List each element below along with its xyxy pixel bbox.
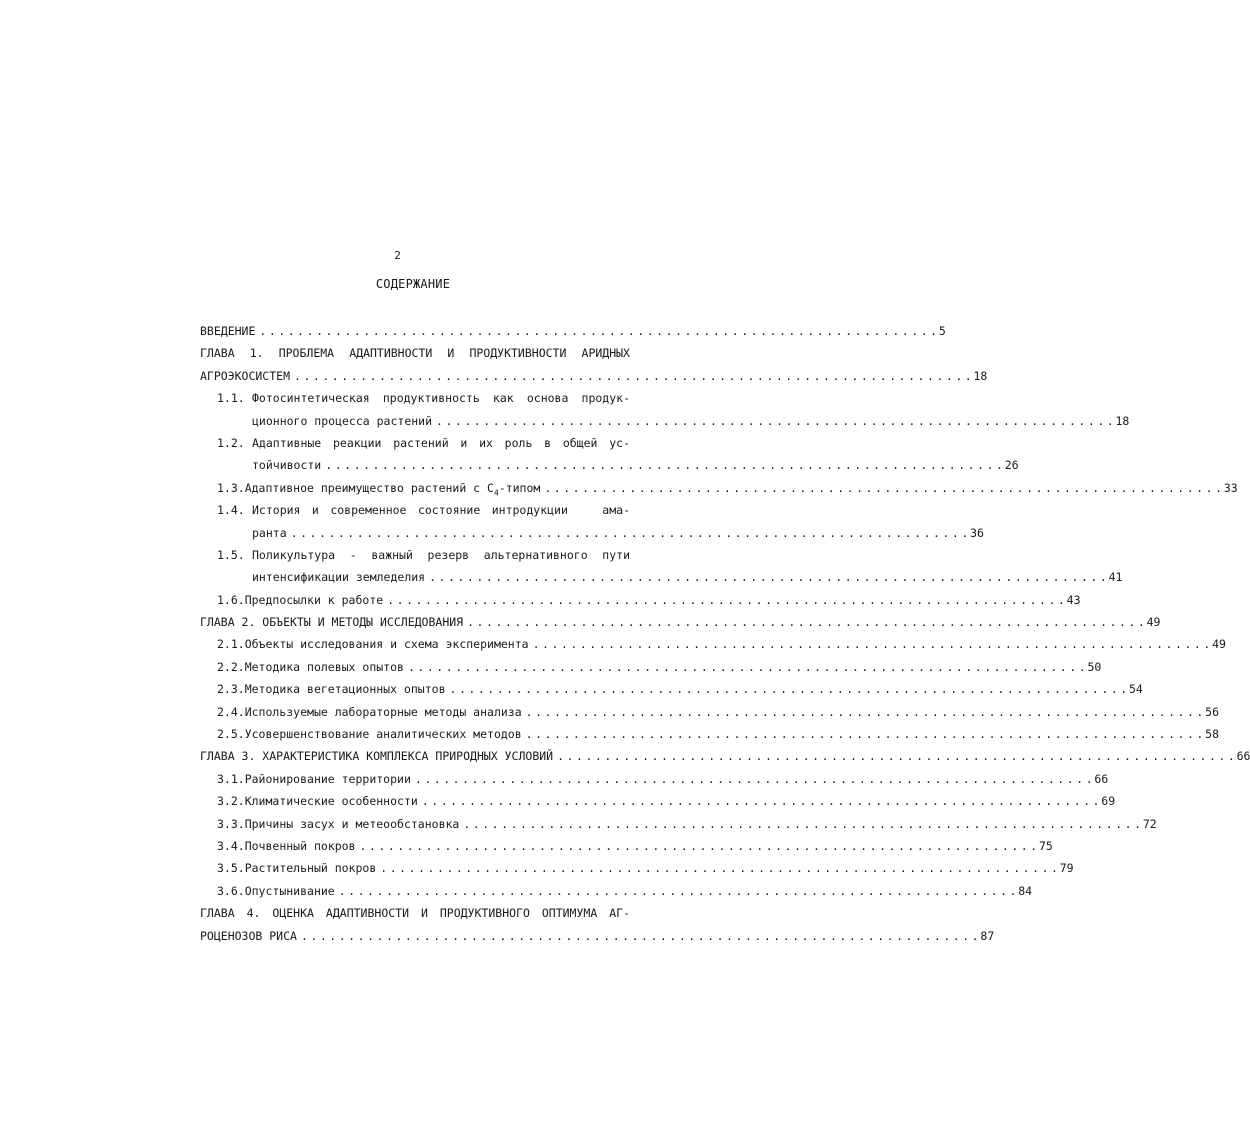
toc-section-3-2 [200, 790, 1116, 812]
toc-section-number: 3.2. [217, 794, 245, 809]
toc-section-number: 2.3. [217, 682, 245, 697]
toc-entry-title: РОЦЕНОЗОВ РИСА [200, 928, 297, 943]
toc-entry-page: 50 [1087, 659, 1102, 674]
toc-section-number: 1.1. [217, 391, 245, 406]
leader-dots [463, 813, 1138, 835]
page-title: СОДЕРЖАНИЕ [375, 277, 451, 291]
toc-entry-title: Предпосылки к работе [244, 592, 384, 607]
toc-entry-title: тойчивости [252, 458, 322, 473]
toc-section-number: 1.4. [217, 503, 245, 518]
toc-section-1-6 [200, 589, 1081, 611]
leader-dots [387, 589, 1062, 611]
leader-dots [325, 454, 1000, 476]
toc-entry-page: 49 [1146, 615, 1161, 630]
toc-section-number: 2.5. [217, 727, 245, 742]
toc-entry-title: Адаптивные реакции растений и их роль в общей ус- [252, 435, 630, 450]
toc-entry-title: История и современное состояние интродукции ама- [252, 503, 630, 518]
toc-entry-title: Поликультура - важный резерв альтернативного пути [252, 547, 630, 562]
toc-section-number: 1.2. [217, 435, 245, 450]
leader-dots [533, 633, 1208, 655]
toc-section-1-5-line2 [200, 566, 1123, 588]
leader-dots [301, 925, 976, 947]
toc-section-number: 2.2. [217, 659, 245, 674]
toc-chapter-2 [200, 611, 1161, 633]
toc-section-number: 2.4. [217, 704, 245, 719]
leader-dots [359, 835, 1034, 857]
toc-entry-intro [200, 320, 946, 342]
toc-entry-page: 18 [973, 368, 988, 383]
page-number: 2 [394, 249, 401, 262]
toc-entry-page: 66 [1094, 771, 1109, 786]
toc-entry-title: ранта [252, 525, 287, 540]
toc-entry-title: Фотосинтетическая продуктивность как основа продук- [252, 391, 630, 406]
leader-dots [429, 566, 1104, 588]
toc-entry-page: 72 [1142, 816, 1157, 831]
toc-section-2-3 [200, 678, 1143, 700]
toc-entry-title: Климатические особенности [244, 794, 418, 809]
toc-entry-title: ВВЕДЕНИЕ [200, 324, 256, 338]
toc-section-3-6 [200, 880, 1033, 902]
toc-entry-title: Почвенный покров [244, 838, 356, 853]
toc-section-3-5 [200, 857, 1074, 879]
toc-entry-title: Растительный покров [244, 861, 377, 876]
toc-entry-title: интенсификации земледелия [252, 570, 426, 585]
toc-entry-page: 54 [1128, 682, 1143, 697]
toc-entry-title: ГЛАВА 1. ПРОБЛЕМА АДАПТИВНОСТИ И ПРОДУКТИВНОСТИ АРИДНЫХ [200, 346, 630, 361]
toc-chapter-3 [200, 745, 1250, 767]
toc-entry-page: 56 [1205, 704, 1219, 719]
toc-section-number: 3.5. [217, 861, 245, 876]
toc-section-2-4 [200, 701, 1219, 723]
title-part: -типом [498, 480, 541, 495]
toc-chapter-1-line1 [200, 342, 630, 364]
toc-entry-page: 5 [938, 324, 946, 338]
toc-entry-title: ГЛАВА 4. ОЦЕНКА АДАПТИВНОСТИ И ПРОДУКТИВНОГО ОПТИМУМА АГ- [200, 906, 630, 921]
toc-entry-page: 66 [1236, 749, 1250, 764]
toc-entry-title: Причины засух и метеообстановка [244, 816, 460, 831]
leader-dots [415, 768, 1090, 790]
leader-dots [422, 790, 1097, 812]
leader-dots [339, 880, 1014, 902]
toc-entry-title [245, 477, 541, 499]
toc-entry-title: ГЛАВА 3. ХАРАКТЕРИСТИКА КОМПЛЕКСА ПРИРОДНЫХ УСЛОВИЙ [200, 749, 554, 764]
toc-chapter-4-line1 [200, 902, 630, 924]
leader-dots [467, 611, 1142, 633]
toc-section-1-1-line1 [200, 387, 630, 409]
toc-entry-title: Используемые лабораторные методы анализа [244, 704, 522, 719]
toc-entry-title: Объекты исследования и схема эксперимента [244, 637, 529, 652]
toc-section-1-2-line2 [200, 454, 1019, 476]
toc-section-1-1-line2 [200, 410, 1130, 432]
toc-entry-page: 79 [1059, 861, 1074, 876]
title-part: Адаптивное преимущество растений с С [244, 480, 494, 495]
toc-entry-page: 33 [1223, 480, 1238, 495]
toc-section-2-1 [200, 633, 1226, 655]
toc-section-1-4-line2 [200, 522, 984, 544]
leader-dots [526, 701, 1201, 723]
toc-entry-page: 69 [1101, 794, 1116, 809]
toc-entry-page: 18 [1115, 413, 1130, 428]
toc-entry-page: 26 [1004, 458, 1019, 473]
toc-entry-title: Районирование территории [244, 771, 411, 786]
leader-dots [436, 410, 1111, 432]
leader-dots [380, 857, 1055, 879]
toc-entry-title: ГЛАВА 2. ОБЪЕКТЫ И МЕТОДЫ ИССЛЕДОВАНИЯ [200, 615, 464, 630]
toc-section-1-5-line1 [200, 544, 630, 566]
toc-section-number: 1.3. [217, 480, 245, 495]
toc-section-number: 2.1. [217, 637, 245, 652]
toc-entry-title: Методика полевых опытов [244, 659, 404, 674]
leader-dots [291, 522, 966, 544]
toc-entry-title: Методика вегетационных опытов [244, 682, 446, 697]
toc-section-1-4-line1 [200, 499, 630, 521]
leader-dots [526, 723, 1201, 745]
toc-section-3-3 [200, 813, 1157, 835]
leader-dots [294, 365, 969, 387]
toc-entry-page: 58 [1205, 727, 1219, 742]
leader-dots [450, 678, 1125, 700]
toc-section-number: 3.4. [217, 838, 245, 853]
toc-entry-title: Опустынивание [244, 883, 335, 898]
toc-section-1-3 [200, 477, 1238, 499]
toc-chapter-4-line2 [200, 925, 995, 947]
title-subscript: 4 [493, 488, 499, 498]
toc-section-3-4 [200, 835, 1053, 857]
toc-entry-page: 36 [970, 525, 984, 540]
toc-entry-page: 43 [1066, 592, 1081, 607]
toc-entry-title: ционного процесса растений [252, 413, 433, 428]
toc-section-number: 3.3. [217, 816, 245, 831]
toc-entry-title: Усовершенствование аналитических методов [244, 727, 522, 742]
leader-dots [544, 477, 1219, 499]
leader-dots [408, 656, 1083, 678]
toc-section-number: 1.6. [217, 592, 245, 607]
toc-section-2-2 [200, 656, 1102, 678]
table-of-contents [200, 320, 1250, 947]
toc-entry-title: АГРОЭКОСИСТЕМ [200, 368, 291, 383]
toc-entry-page: 41 [1108, 570, 1123, 585]
toc-section-number: 1.5. [217, 547, 245, 562]
leader-dots [259, 320, 934, 342]
toc-section-number: 3.6. [217, 883, 245, 898]
toc-entry-page: 75 [1038, 838, 1053, 853]
toc-entry-page: 84 [1018, 883, 1033, 898]
toc-chapter-1-line2 [200, 365, 988, 387]
toc-section-1-2-line1 [200, 432, 630, 454]
toc-entry-page: 87 [980, 928, 995, 943]
toc-section-number: 3.1. [217, 771, 245, 786]
leader-dots [557, 745, 1232, 767]
toc-section-2-5 [200, 723, 1219, 745]
toc-entry-page: 49 [1212, 637, 1226, 652]
toc-section-3-1 [200, 768, 1109, 790]
